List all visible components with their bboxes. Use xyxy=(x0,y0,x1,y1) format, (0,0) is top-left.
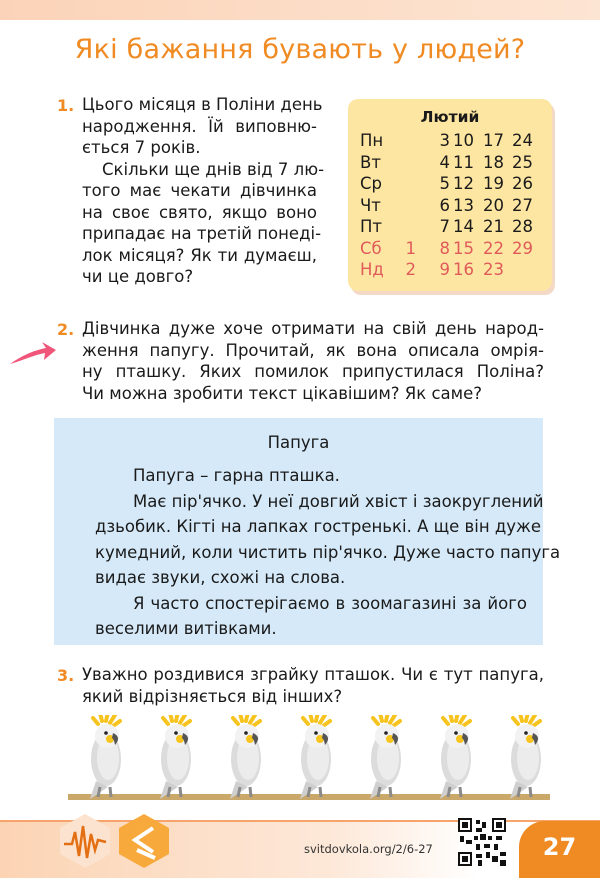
calendar-date: 3 xyxy=(439,131,450,150)
story-line: веселими витівками. xyxy=(95,619,277,638)
story-body xyxy=(95,463,561,642)
calendar-row xyxy=(348,260,552,281)
calendar-row xyxy=(348,131,552,152)
resource-link[interactable]: svitdovkola.org/2/6-27 xyxy=(304,842,433,856)
story-line: Має пір'ячко. У неї довгий хвіст і заокруглений xyxy=(133,491,544,511)
task-3-text xyxy=(82,664,544,707)
calendar-date: 29 xyxy=(512,238,533,258)
task-2-line: Чи можна зробити текст цікавішим? Як саме? xyxy=(82,383,482,403)
task-3-line: який відрізняється від інших? xyxy=(82,686,343,706)
calendar-date: 26 xyxy=(512,174,533,193)
calendar-date: 21 xyxy=(483,217,504,236)
story-line: Папуга – гарна пташка. xyxy=(133,466,340,485)
task-2-line: ження папугу. Прочитай, як вона описала омрія- xyxy=(82,340,544,360)
calendar-date: 9 xyxy=(439,260,450,279)
calendar-date: 20 xyxy=(483,195,504,215)
task-1-line: Скільки ще днів від 7 лю- xyxy=(102,159,325,179)
calendar-date: 10 xyxy=(453,131,474,150)
task-1-text xyxy=(82,94,325,288)
calendar-date: 1 xyxy=(405,238,416,258)
calendar-date: 22 xyxy=(483,238,504,258)
calendar-date: 25 xyxy=(512,152,533,172)
page-number: 27 xyxy=(542,833,577,861)
task-1-line: на своє свято, якщо воно xyxy=(82,202,317,222)
task-1-line: чи це довго? xyxy=(82,267,194,286)
calendar-date: 18 xyxy=(483,152,504,172)
calendar-date: 16 xyxy=(453,260,474,279)
task-1-line: ється 7 років. xyxy=(82,138,201,157)
calendar-weekday: Сб xyxy=(360,238,382,258)
calendar-date: 13 xyxy=(453,195,474,215)
february-calendar xyxy=(348,99,552,291)
task-2-line: Дівчинка дуже хоче отримати на свій день народ- xyxy=(82,319,544,338)
calendar-date: 4 xyxy=(439,152,450,172)
story-line: дзьобик. Кігті на лапках гостренькі. А ще він дуже xyxy=(95,517,542,536)
pointer-arrow-icon xyxy=(6,338,58,370)
calendar-date: 6 xyxy=(439,195,450,215)
calendar-date: 8 xyxy=(439,238,450,258)
calendar-date: 5 xyxy=(439,174,450,193)
task-2-line: ну пташку. Яких помилок припустилася Поліна? xyxy=(82,362,544,381)
calendar-weekday: Чт xyxy=(360,195,381,215)
calendar-weekday: Пн xyxy=(360,131,384,150)
comparison-sign-icon xyxy=(115,812,173,870)
calendar-date: 2 xyxy=(405,260,416,279)
qr-code-icon[interactable] xyxy=(458,818,506,866)
calendar-date: 11 xyxy=(453,152,474,172)
calendar-weekday: Вт xyxy=(360,152,381,172)
story-title: Папуга xyxy=(267,433,330,452)
calendar-date: 27 xyxy=(512,195,533,215)
task-3-number: 3. xyxy=(57,666,75,685)
calendar-date: 7 xyxy=(439,217,450,236)
page-number-badge xyxy=(519,821,600,878)
top-decoration-bar xyxy=(0,0,600,20)
calendar-date: 15 xyxy=(453,238,474,258)
story-line: Я часто спостерігаємо в зоомагазині за його xyxy=(133,593,527,613)
calendar-row xyxy=(348,217,552,238)
audio-wave-icon xyxy=(56,812,114,870)
task-1-line: того має чекати дівчинка xyxy=(82,181,317,200)
task-1-line: припадає на третій понеді- xyxy=(82,224,322,243)
calendar-weekday: Ср xyxy=(360,174,382,193)
calendar-date: 17 xyxy=(483,131,504,150)
calendar-row xyxy=(348,153,552,174)
calendar-date: 24 xyxy=(512,131,533,150)
calendar-date: 12 xyxy=(453,174,474,193)
calendar-weekday: Нд xyxy=(360,260,384,279)
calendar-date: 14 xyxy=(453,217,474,236)
calendar-row xyxy=(348,174,552,195)
story-line: кумедний, коли чистить пір'ячко. Дуже часто папуга xyxy=(95,542,561,562)
calendar-date: 23 xyxy=(483,260,504,279)
task-2-number: 2. xyxy=(57,320,75,339)
calendar-date: 19 xyxy=(483,174,504,193)
page-title: Які бажання бувають у людей? xyxy=(74,34,526,65)
cockatoos-illustration xyxy=(60,715,550,807)
calendar-title: Лютий xyxy=(420,108,480,126)
calendar-row xyxy=(348,239,552,260)
task-1-line: лок місяця? Як ти думаєш, xyxy=(82,245,317,265)
parrot-story-box xyxy=(54,418,561,645)
calendar-weekday: Пт xyxy=(360,217,383,236)
calendar-row xyxy=(348,196,552,217)
task-1-line: Цього місяця в Поліни день xyxy=(82,95,323,114)
task-1-number: 1. xyxy=(57,96,75,115)
task-3-line: Уважно роздивися зграйку пташок. Чи є тут папуга, xyxy=(82,665,544,684)
task-1-line: народження. Їй виповню- xyxy=(82,116,317,136)
task-2-text xyxy=(82,318,544,404)
story-line: видає звуки, схожі на слова. xyxy=(95,568,346,587)
calendar-date: 28 xyxy=(512,217,533,236)
